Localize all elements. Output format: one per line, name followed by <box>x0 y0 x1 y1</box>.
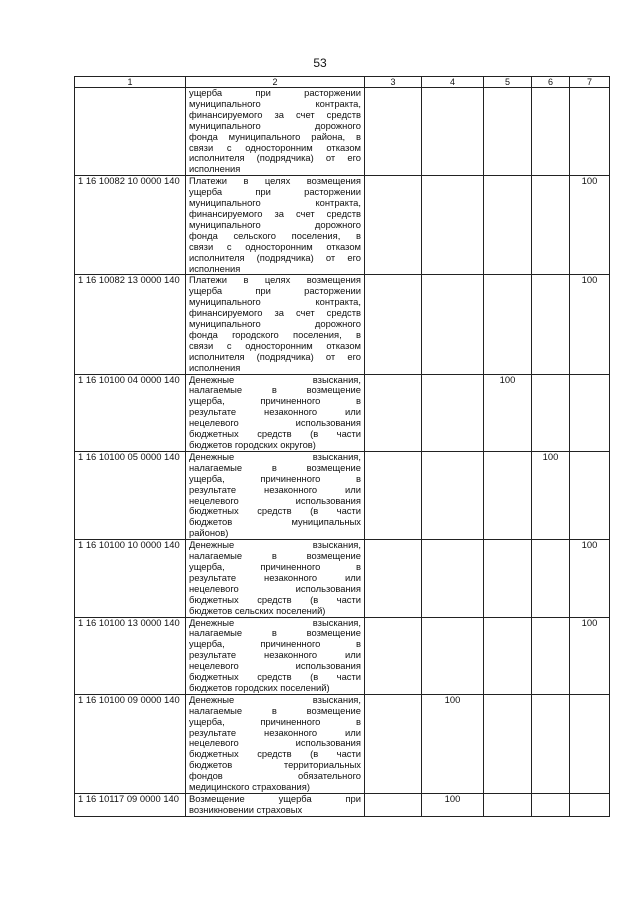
description-line: связи с односторонним отказом <box>189 141 361 153</box>
description-line: ущерба, причиненного в <box>189 715 361 727</box>
income-description-cell <box>186 617 365 694</box>
description-line: ущерба, причиненного в <box>189 472 361 484</box>
share-cell-col-4 <box>422 275 484 374</box>
description-line: бюджетных средств (в части <box>189 428 361 440</box>
description-line: исполнителя (подрядчика) от его <box>189 152 361 164</box>
income-description-cell <box>186 275 365 374</box>
description-line: результате незаконного или <box>189 571 361 583</box>
page-number: 53 <box>313 56 327 70</box>
description-line: ущерба, причиненного в <box>189 638 361 650</box>
description-line: Денежные взыскания, <box>189 616 361 628</box>
description-line: финансируемого за счет средств <box>189 307 361 319</box>
share-cell-col-5: 100 <box>484 374 532 451</box>
column-number-row <box>75 77 610 88</box>
description-line: ущерба, причиненного в <box>189 395 361 407</box>
share-cell-col-6 <box>532 694 570 793</box>
description-line: муниципального дорожного <box>189 119 361 131</box>
description-line: бюджетных средств (в части <box>189 671 361 683</box>
description-line: налагаемые в возмещение <box>189 461 361 473</box>
description-line: нецелевого использования <box>189 417 361 429</box>
budget-code-cell: 1 16 10100 05 0000 140 <box>75 451 186 539</box>
share-cell-col-3 <box>365 694 422 793</box>
share-cell-col-5 <box>484 694 532 793</box>
income-description-cell <box>186 451 365 539</box>
income-description-cell <box>186 540 365 617</box>
table-row <box>75 451 610 539</box>
description-line: Возмещение ущерба при <box>189 793 361 804</box>
budget-classification-table <box>74 76 610 817</box>
share-cell-col-6 <box>532 794 570 817</box>
description-line: бюджетных средств (в части <box>189 748 361 760</box>
table-row <box>75 794 610 817</box>
description-line: Платежи в целях возмещения <box>189 175 361 187</box>
share-cell-col-4 <box>422 617 484 694</box>
budget-code-cell <box>75 88 186 176</box>
share-cell-col-7 <box>570 374 610 451</box>
description-line: налагаемые в возмещение <box>189 384 361 396</box>
description-line: связи с односторонним отказом <box>189 339 361 351</box>
table-row <box>75 374 610 451</box>
description-line: ущерба при расторжении <box>189 186 361 198</box>
income-description-cell <box>186 794 365 817</box>
description-line: ущерба при расторжении <box>189 87 361 98</box>
description-line: финансируемого за счет средств <box>189 108 361 120</box>
budget-code-cell: 1 16 10100 09 0000 140 <box>75 694 186 793</box>
description-line: результате незаконного или <box>189 483 361 495</box>
share-cell-col-7: 100 <box>570 176 610 275</box>
description-line: Денежные взыскания, <box>189 450 361 462</box>
description-line: возникновении страховых <box>189 803 303 815</box>
share-cell-col-5 <box>484 88 532 176</box>
budget-code-cell: 1 16 10100 04 0000 140 <box>75 374 186 451</box>
share-cell-col-7 <box>570 694 610 793</box>
share-cell-col-5 <box>484 176 532 275</box>
share-cell-col-7: 100 <box>570 275 610 374</box>
share-cell-col-5 <box>484 540 532 617</box>
share-cell-col-6 <box>532 88 570 176</box>
description-line: исполнения <box>189 262 241 274</box>
share-cell-col-3 <box>365 275 422 374</box>
description-line: ущерба при расторжении <box>189 285 361 297</box>
table-row <box>75 540 610 617</box>
budget-code-cell: 1 16 10117 09 0000 140 <box>75 794 186 817</box>
table-row <box>75 88 610 176</box>
budget-code-cell: 1 16 10100 10 0000 140 <box>75 540 186 617</box>
share-cell-col-3 <box>365 88 422 176</box>
share-cell-col-3 <box>365 374 422 451</box>
description-line: Денежные взыскания, <box>189 373 361 385</box>
share-cell-col-4 <box>422 88 484 176</box>
description-line: фонда сельского поселения, в <box>189 229 361 241</box>
description-line: исполнения <box>189 361 241 373</box>
description-line: нецелевого использования <box>189 582 361 594</box>
column-header-5: 5 <box>484 77 532 88</box>
description-line: исполнителя (подрядчика) от его <box>189 350 361 362</box>
share-cell-col-4 <box>422 540 484 617</box>
description-line: Денежные взыскания, <box>189 693 361 705</box>
table-body <box>75 88 610 817</box>
description-line: муниципального контракта, <box>189 296 361 308</box>
share-cell-col-3 <box>365 617 422 694</box>
share-cell-col-7 <box>570 794 610 817</box>
share-cell-col-5 <box>484 617 532 694</box>
description-line: Платежи в целях возмещения <box>189 274 361 286</box>
description-line: бюджетов сельских поселений) <box>189 604 326 616</box>
description-line: исполнителя (подрядчика) от его <box>189 251 361 263</box>
share-cell-col-7 <box>570 451 610 539</box>
income-description-cell <box>186 374 365 451</box>
share-cell-col-3 <box>365 794 422 817</box>
description-line: результате незаконного или <box>189 406 361 418</box>
share-cell-col-4 <box>422 374 484 451</box>
share-cell-col-4 <box>422 176 484 275</box>
column-header-1: 1 <box>75 77 186 88</box>
share-cell-col-5 <box>484 794 532 817</box>
column-header-2: 2 <box>186 77 365 88</box>
description-line: муниципального контракта, <box>189 197 361 209</box>
share-cell-col-3 <box>365 540 422 617</box>
table-row <box>75 176 610 275</box>
description-line: нецелевого использования <box>189 737 361 749</box>
description-line: медицинского страхования) <box>189 781 310 793</box>
description-line: нецелевого использования <box>189 660 361 672</box>
description-line: бюджетов территориальных <box>189 759 361 771</box>
share-cell-col-6: 100 <box>532 451 570 539</box>
share-cell-col-7 <box>570 88 610 176</box>
description-line: фонда городского поселения, в <box>189 328 361 340</box>
share-cell-col-4 <box>422 451 484 539</box>
share-cell-col-6 <box>532 374 570 451</box>
description-line: налагаемые в возмещение <box>189 627 361 639</box>
description-line: бюджетных средств (в части <box>189 505 361 517</box>
description-line: налагаемые в возмещение <box>189 550 361 562</box>
share-cell-col-5 <box>484 275 532 374</box>
description-line: исполнения <box>189 163 241 175</box>
description-line: бюджетов городских округов) <box>189 439 316 450</box>
table-row <box>75 275 610 374</box>
description-line: фонда муниципального района, в <box>189 130 361 142</box>
table-row <box>75 617 610 694</box>
income-description-cell <box>186 694 365 793</box>
description-line: налагаемые в возмещение <box>189 704 361 716</box>
share-cell-col-3 <box>365 451 422 539</box>
description-line: фондов обязательного <box>189 770 361 782</box>
share-cell-col-5 <box>484 451 532 539</box>
description-line: результате незаконного или <box>189 649 361 661</box>
share-cell-col-7: 100 <box>570 617 610 694</box>
description-line: муниципального дорожного <box>189 218 361 230</box>
share-cell-col-4: 100 <box>422 694 484 793</box>
description-line: бюджетов городских поселений) <box>189 681 330 693</box>
description-line: муниципального контракта, <box>189 97 361 109</box>
description-line: нецелевого использования <box>189 494 361 506</box>
share-cell-col-6 <box>532 540 570 617</box>
column-header-6: 6 <box>532 77 570 88</box>
budget-code-cell: 1 16 10082 10 0000 140 <box>75 176 186 275</box>
share-cell-col-6 <box>532 176 570 275</box>
description-line: бюджетов муниципальных <box>189 516 361 528</box>
description-line: финансируемого за счет средств <box>189 207 361 219</box>
budget-code-cell: 1 16 10100 13 0000 140 <box>75 617 186 694</box>
column-header-3: 3 <box>365 77 422 88</box>
income-description-cell <box>186 88 365 176</box>
income-description-cell <box>186 176 365 275</box>
table-row <box>75 694 610 793</box>
share-cell-col-4: 100 <box>422 794 484 817</box>
description-line: связи с односторонним отказом <box>189 240 361 252</box>
share-cell-col-3 <box>365 176 422 275</box>
description-line: Денежные взыскания, <box>189 539 361 551</box>
description-line: муниципального дорожного <box>189 318 361 330</box>
column-header-7: 7 <box>570 77 610 88</box>
share-cell-col-6 <box>532 275 570 374</box>
share-cell-col-6 <box>532 617 570 694</box>
budget-code-cell: 1 16 10082 13 0000 140 <box>75 275 186 374</box>
share-cell-col-7: 100 <box>570 540 610 617</box>
description-line: районов) <box>189 527 229 539</box>
description-line: результате незаконного или <box>189 726 361 738</box>
description-line: ущерба, причиненного в <box>189 560 361 572</box>
column-header-4: 4 <box>422 77 484 88</box>
description-line: бюджетных средств (в части <box>189 593 361 605</box>
